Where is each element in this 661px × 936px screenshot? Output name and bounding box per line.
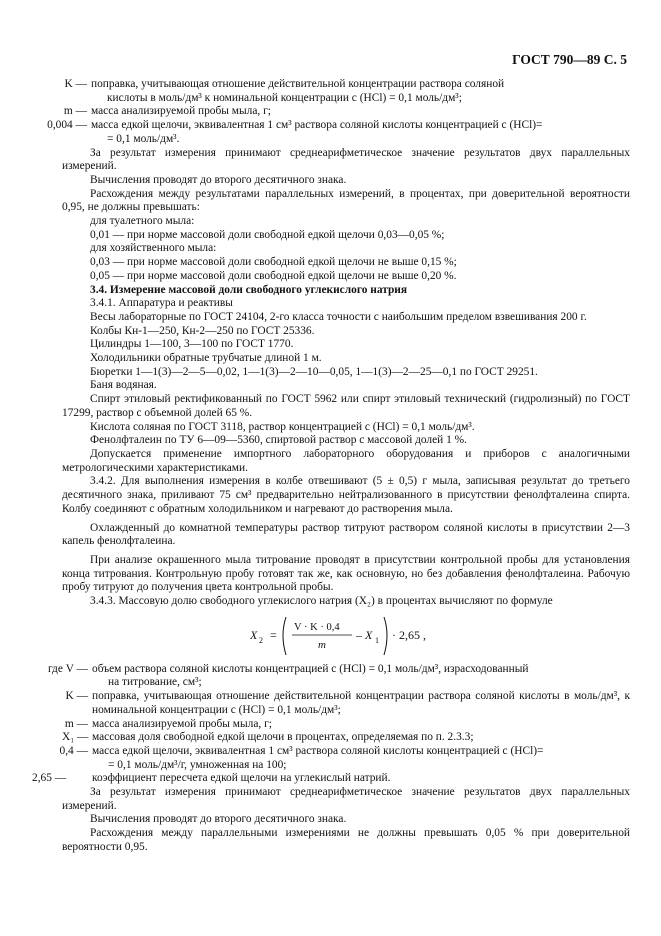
definition-text: масса анализируемой пробы мыла, г; [91,105,271,118]
definition-text: коэффициент пересчета едкой щелочи на углекислый натрий. [92,772,391,785]
definition-term: где V — [47,662,88,675]
paragraph: Расхождения между результатами параллельных измерений, в процентах, при доверительной вероятности 0,95, не должны превышать: [62,187,630,214]
paragraph: Кислота соляная по ГОСТ 3118, раствор концентрацией с (HCl) = 0,1 моль/дм³. [90,420,475,433]
paragraph: Допускается применение импортного лабораторного оборудования и приборов с аналогичными метрологическими характеристиками. [62,447,630,474]
definition-term: 0,4 — [59,744,88,757]
definition-04 [48,745,630,772]
formula-denominator: m [318,638,326,651]
formula [62,611,630,659]
paragraph: Весы лабораторные по ГОСТ 24104, 2-го класса точности с наибольшим пределом взвешивания 200 г. [90,310,587,323]
list-item: 0,05 — при норме массовой доли свободной едкой щелочи не выше 0,20 %. [90,269,457,282]
formula-equals: = [270,627,277,642]
paragraph: Расхождения между параллельными измерениями не должны превышать 0,05 % при доверительной вероятности 0,95. [62,827,630,853]
paragraph: Фенолфталеин по ТУ 6—09—5360, спиртовой раствор с массовой долей 1 %. [90,434,467,447]
definition-term: m — [64,717,88,730]
list-item: 0,03 — при норме массовой доли свободной едкой щелочи не выше 0,15 %; [90,256,457,269]
paragraph: Холодильники обратные трубчатые длиной 1 м. [90,352,322,365]
section-heading: 3.4. Измерение массовой доли свободного углекислого натрия [90,283,408,296]
paragraph: За результат измерения принимают среднеарифметическое значение результатов двух параллельных измерений. [62,146,630,173]
definition-m [62,105,630,119]
formula-tail: · 2,65 , [392,627,426,642]
definition-text: масса едкой щелочи, эквивалентная 1 см³ раствора соляной кислоты концентрацией с (HCl)= [91,119,543,132]
formula-paren-right [384,617,387,655]
paragraph: Цилиндры 1—100, 3—100 по ГОСТ 1770. [90,338,294,351]
definition-term: X₁ — [62,731,89,744]
definition-term: 0,004 — [47,119,87,132]
definition-text: поправка, учитывающая отношение действительной концентрации раствора соляной кислоты в моль/дм³, к номинальной концентрации с (HCl) = 0,1 моль/дм³; [92,690,630,716]
paragraph: При анализе окрашенного мыла титрование проводят в присутствии контрольной пробы для установления конца титрования. Контрольную пробу готовят так же, как основную, но без добавления фенолфталеина. Рабочую пробу титруют до получения цвета контрольной пробы. [62,553,630,594]
list-heading: для туалетного мыла: [90,215,195,228]
formula-lhs: X [250,627,258,642]
formula-graphic [250,611,510,659]
definition-v [32,663,630,690]
definition-265 [32,772,630,786]
formula-numerator: V · K · 0,4 [294,621,340,633]
formula-paren-left [283,617,286,655]
definition-continuation: кислоты в моль/дм³ к номинальной концентрации с (HCl) = 0,1 моль/дм³; [107,91,462,104]
paragraph: 3.4.3. Массовую долю свободного углекислого натрия (X₂) в процентах вычисляют по формуле [90,595,553,608]
definition-x1 [62,731,630,745]
definition-term: K — [65,690,88,703]
definition-term: m — [63,105,87,118]
definition-text: массовая доля свободной едкой щелочи в процентах, определяемая по п. 2.3.3; [92,731,474,744]
paragraph: Колбы Кн-1—250, Кн-2—250 по ГОСТ 25336. [90,324,315,337]
paragraph: За результат измерения принимают среднеарифметическое значение результатов двух параллельных измерений. [62,786,630,812]
paragraph: Баня водяная. [90,379,157,392]
definition-text: масса едкой щелочи, эквивалентная 1 см³ раствора соляной кислоты концентрацией с (HCl)= [92,744,544,757]
definition-k [62,78,630,105]
paragraph: Вычисления проводят до второго десятичного знака. [90,813,347,826]
formula-minus-sub: 1 [375,635,379,645]
paragraph: Охлажденный до комнатной температуры раствор титруют раствором соляной кислоты в присутствии 2—3 капель фенолфталеина. [62,521,630,548]
list-heading: для хозяйственного мыла: [90,242,217,255]
formula-lhs-sub: 2 [259,635,263,645]
definition-text: поправка, учитывающая отношение действительной концентрации раствора соляной [91,78,505,90]
definition-m2 [62,718,630,732]
definition-continuation: = 0,1 моль/дм³. [107,132,180,145]
paragraph: Бюретки 1—1(3)—2—5—0,02, 1—1(3)—2—10—0,05, 1—1(3)—2—25—0,1 по ГОСТ 29251. [90,365,538,378]
page-header: ГОСТ 790—89 С. 5 [512,52,627,67]
definition-text: масса анализируемой пробы мыла, г; [92,717,272,730]
definition-term: 2,65 — [32,772,67,785]
paragraph: 3.4.2. Для выполнения измерения в колбе отвешивают (5 ± 0,5) г мыла, записывая результат до третьего десятичного знака, приливают 75 см³ предварительно нейтрализованного в присутствии фенолфталеина спирта. Колбу соединяют с обратным холодильником и нагревают до растворения мыла. [62,475,630,515]
definition-term: K — [64,78,87,90]
definition-text: объем раствора соляной кислоты концентрацией с (HCl) = 0,1 моль/дм³, израсходованный [92,662,529,675]
paragraph: Спирт этиловый ректификованный по ГОСТ 5962 или спирт этиловый технический (гидролизный) по ГОСТ 17299, раствор с объемной долей 65 %. [62,393,630,419]
paragraph: Вычисления проводят до второго десятичного знака. [90,173,347,186]
subsection-heading: 3.4.1. Аппаратура и реактивы [90,297,233,310]
document-body [32,78,630,855]
list-item: 0,01 — при норме массовой доли свободной едкой щелочи 0,03—0,05 %; [90,228,445,241]
definition-0004 [32,119,630,146]
definition-continuation: = 0,1 моль/дм³/г, умноженная на 100; [108,758,287,771]
definition-k2 [62,690,630,717]
formula-minus: – X [356,627,373,642]
definition-continuation: на титрование, см³; [108,676,202,689]
